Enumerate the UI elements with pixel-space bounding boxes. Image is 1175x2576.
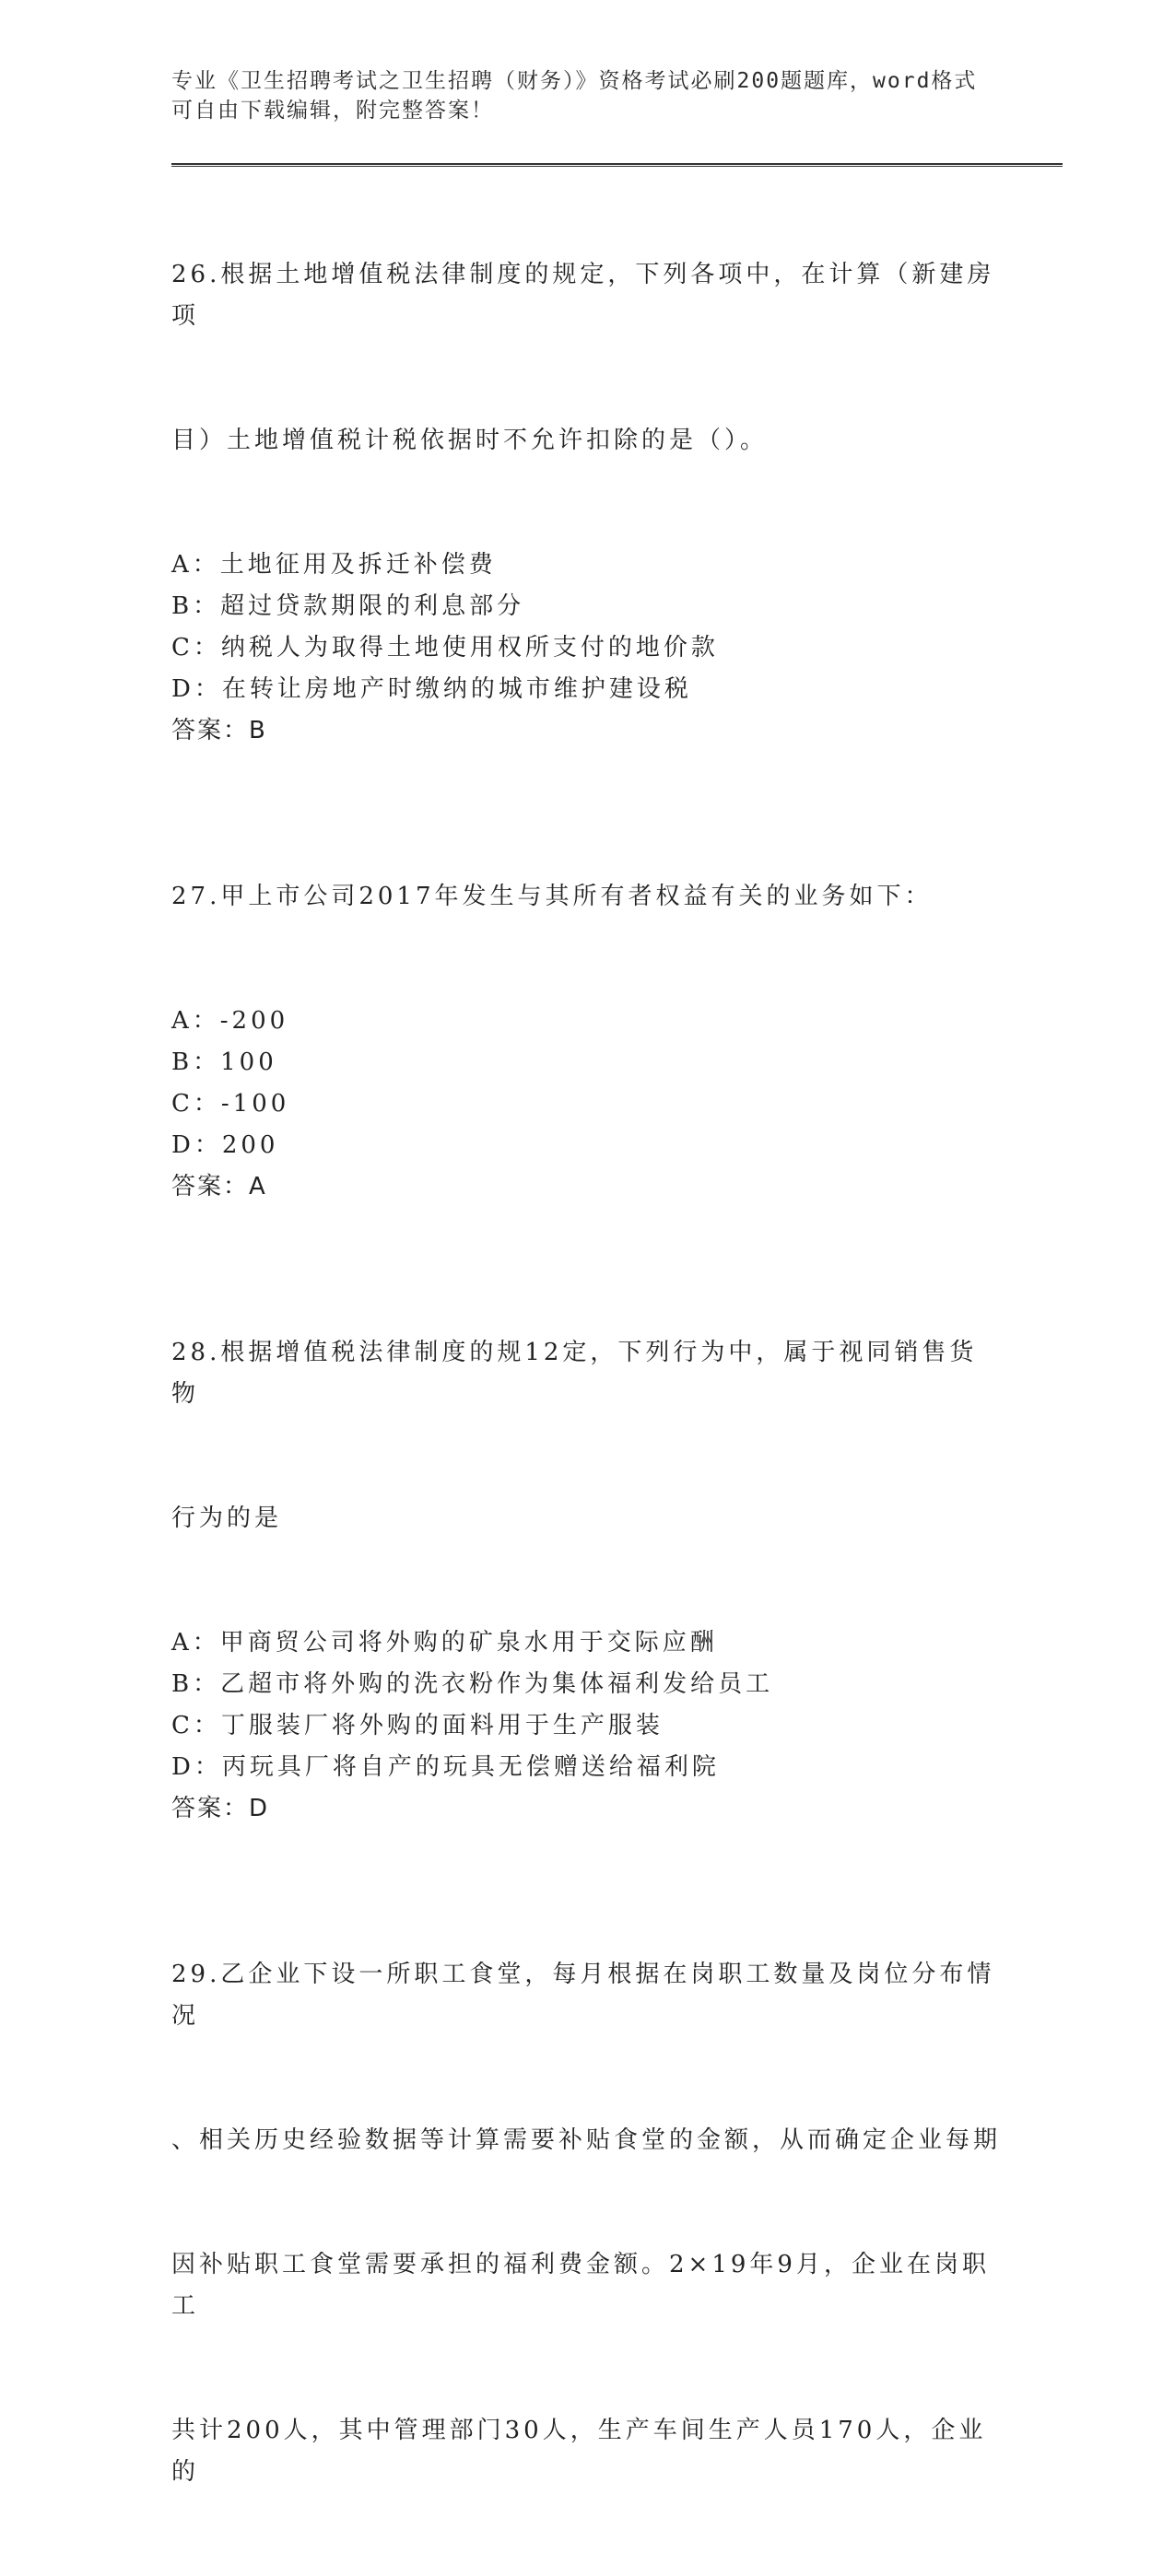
question-26 [171, 171, 1001, 752]
stem-line: 目）土地增值税计税依据时不允许扣除的是（）。 [171, 427, 769, 454]
header-divider [171, 163, 1063, 167]
option-a: A：-200 [171, 1007, 289, 1035]
question-gap [171, 1830, 1001, 1871]
answer-text: 答案：B [171, 717, 267, 744]
option-b: B：乙超市将外购的洗衣粉作为集体福利发给员工 [171, 1670, 774, 1698]
stem-line: 26.根据土地增值税法律制度的规定，下列各项中，在计算（新建房项 [171, 261, 995, 330]
stem-line: 、相关历史经验数据等计算需要补贴食堂的金额，从而确定企业每期 [171, 2126, 1002, 2154]
document-header [171, 66, 982, 125]
question-stem [171, 1871, 1001, 2576]
question-29 [171, 1871, 1001, 2576]
stem-line: 27.甲上市公司2017年发生与其所有者权益有关的业务如下： [171, 883, 933, 910]
answer-text: 答案：A [171, 1173, 267, 1200]
question-28 [171, 1249, 1001, 1830]
option-c: C：-100 [171, 1090, 290, 1118]
header-line-2: 可自由下载编辑，附完整答案！ [171, 99, 494, 123]
stem-line: 行为的是 [171, 1505, 283, 1532]
question-gap [171, 1208, 1001, 1249]
option-c: C：纳税人为取得土地使用权所支付的地价款 [171, 634, 719, 662]
question-stem [171, 1249, 1001, 1622]
question-list [171, 171, 1001, 2576]
option-d: D：在转让房地产时缴纳的城市维护建设税 [171, 675, 692, 703]
header-line-1: 专业《卫生招聘考试之卫生招聘（财务）》资格考试必刷200题题库，word格式 [171, 69, 978, 93]
question-stem [171, 171, 1001, 544]
option-a: A：甲商贸公司将外购的矿泉水用于交际应酬 [171, 1629, 718, 1657]
option-b: B：超过贷款期限的利息部分 [171, 592, 525, 620]
option-b: B：100 [171, 1048, 277, 1076]
question-27 [171, 793, 1001, 1208]
stem-line: 28.根据增值税法律制度的规12定，下列行为中，属于视同销售货物 [171, 1339, 978, 1408]
option-d: D：丙玩具厂将自产的玩具无偿赠送给福利院 [171, 1753, 720, 1781]
stem-line: 共计200人，其中管理部门30人，生产车间生产人员170人，企业的 [171, 2417, 987, 2486]
question-gap [171, 752, 1001, 793]
option-c: C：丁服装厂将外购的面料用于生产服装 [171, 1712, 664, 1739]
stem-line: 因补贴职工食堂需要承担的福利费金额。2×19年9月，企业在岗职工 [171, 2251, 990, 2320]
option-a: A：土地征用及拆迁补偿费 [171, 551, 497, 579]
answer-text: 答案：D [171, 1795, 270, 1822]
stem-line: 29.乙企业下设一所职工食堂，每月根据在岗职工数量及岗位分布情况 [171, 1961, 995, 2030]
option-d: D：200 [171, 1131, 279, 1159]
question-stem [171, 793, 1001, 1001]
